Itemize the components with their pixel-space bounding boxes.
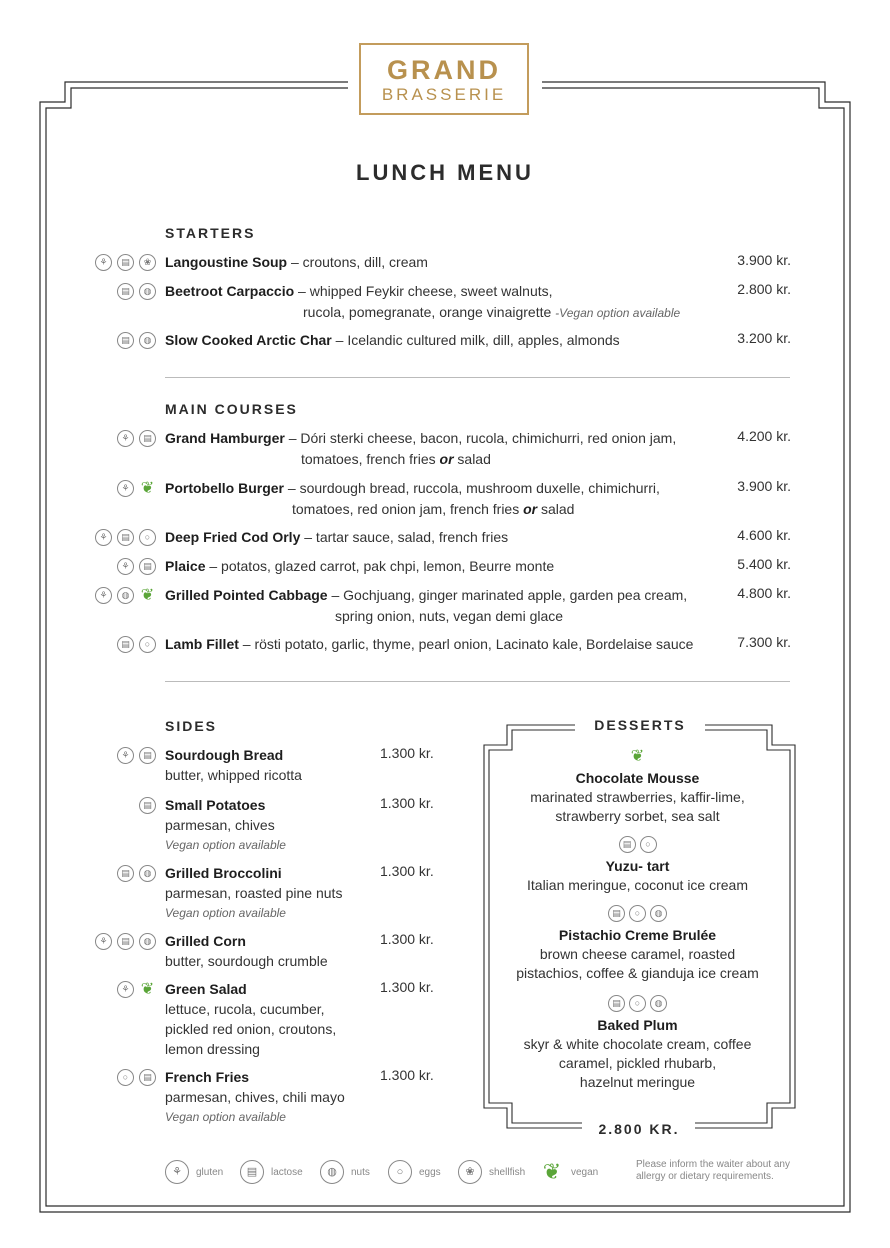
legend-entry — [388, 1160, 441, 1184]
vegan-icon: ❦ — [630, 747, 645, 765]
item-price: 1.300 kr. — [380, 745, 434, 761]
item-description: parmesan, chives — [165, 817, 275, 833]
item-name: Grilled Broccolini — [165, 865, 282, 881]
lactose-icon: ▤ — [139, 430, 156, 447]
item-price: 3.900 kr. — [737, 478, 791, 494]
item-price: 3.900 kr. — [737, 252, 791, 268]
lactose-icon: ▤ — [608, 905, 625, 922]
gluten-icon: ⚘ — [117, 981, 134, 998]
item-price: 4.800 kr. — [737, 585, 791, 601]
legend-entry — [540, 1160, 598, 1184]
item-name: Lamb Fillet — [165, 636, 239, 652]
dessert-item — [490, 905, 785, 983]
item-description-text: salad — [453, 451, 491, 467]
eggs-icon: ○ — [139, 529, 156, 546]
vegan-icon: ❦ — [140, 479, 155, 497]
item-price: 1.300 kr. — [380, 931, 434, 947]
item-price: 5.400 kr. — [737, 556, 791, 572]
nuts-icon: ◍ — [650, 995, 667, 1012]
item-description: lettuce, rucola, cucumber, — [165, 1001, 325, 1017]
item-description-text: salad — [537, 501, 575, 517]
item-name: Small Potatoes — [165, 797, 266, 813]
lactose-icon: ▤ — [139, 797, 156, 814]
shellfish-icon: ❀ — [458, 1160, 482, 1184]
item-name: French Fries — [165, 1069, 250, 1085]
item-description: – tartar sauce, salad, french fries — [300, 529, 509, 545]
lactose-icon: ▤ — [117, 865, 134, 882]
gluten-icon: ⚘ — [95, 587, 112, 604]
item-description: pistachios, coffee & gianduja ice cream — [516, 965, 759, 981]
eggs-icon: ○ — [388, 1160, 412, 1184]
lactose-icon: ▤ — [619, 836, 636, 853]
vegan-icon: ❦ — [542, 1159, 562, 1184]
vegan-icon: ❦ — [140, 586, 155, 604]
item-description: lemon dressing — [165, 1041, 260, 1057]
lactose-icon: ▤ — [240, 1160, 264, 1184]
item-description: – whipped Feykir cheese, sweet walnuts, — [294, 283, 553, 299]
item-name: Deep Fried Cod Orly — [165, 529, 301, 545]
item-price: 7.300 kr. — [737, 634, 791, 650]
lactose-icon: ▤ — [139, 558, 156, 575]
item-name: Portobello Burger — [165, 480, 285, 496]
item-price: 1.300 kr. — [380, 1067, 434, 1083]
item-description: brown cheese caramel, roasted — [539, 946, 736, 962]
gluten-icon: ⚘ — [117, 430, 134, 447]
eggs-icon: ○ — [629, 905, 646, 922]
item-description: – Gochjuang, ginger marinated apple, garden pea cream, — [327, 587, 688, 603]
item-name: Sourdough Bread — [165, 747, 284, 763]
allergen-icons — [490, 836, 785, 853]
nuts-icon: ◍ — [139, 933, 156, 950]
lactose-icon: ▤ — [117, 254, 134, 271]
legend-label: shellfish — [489, 1166, 526, 1178]
desserts-price: 2.800 KR. — [583, 1121, 695, 1137]
legend-entry — [320, 1160, 370, 1184]
eggs-icon: ○ — [629, 995, 646, 1012]
vegan-option-note: -Vegan option available — [555, 306, 681, 320]
legend-entry — [458, 1160, 525, 1184]
item-name: Beetroot Carpaccio — [165, 283, 295, 299]
gluten-icon: ⚘ — [117, 747, 134, 764]
item-description: parmesan, chives, chili mayo — [165, 1089, 345, 1105]
dessert-item — [490, 995, 785, 1092]
item-description: marinated strawberries, kaffir-lime, — [530, 789, 745, 805]
legend-label: nuts — [351, 1166, 370, 1178]
dessert-item — [490, 748, 785, 826]
allergen-icons — [490, 995, 785, 1012]
item-description: hazelnut meringue — [579, 1074, 696, 1090]
item-price: 1.300 kr. — [380, 795, 434, 811]
legend-label: lactose — [271, 1166, 303, 1178]
eggs-icon: ○ — [640, 836, 657, 853]
nuts-icon: ◍ — [650, 905, 667, 922]
item-description: parmesan, roasted pine nuts — [165, 885, 343, 901]
or-word: or — [439, 451, 454, 467]
item-description-text: tomatoes, red onion jam, french fries — [292, 501, 524, 517]
item-name: Chocolate Mousse — [575, 770, 700, 786]
legend-label: vegan — [571, 1166, 599, 1178]
item-description: – Dóri sterki cheese, bacon, rucola, chimichurri, red onion jam, — [284, 430, 677, 446]
lactose-icon: ▤ — [117, 283, 134, 300]
legend-entry — [165, 1160, 223, 1184]
item-description: – sourdough bread, ruccola, mushroom duxelle, chimichurri, — [284, 480, 660, 496]
item-price: 1.300 kr. — [380, 863, 434, 879]
item-description: butter, whipped ricotta — [165, 767, 302, 783]
gluten-icon: ⚘ — [165, 1160, 189, 1184]
item-price: 3.200 kr. — [737, 330, 791, 346]
item-description: pickled red onion, croutons, — [165, 1021, 337, 1037]
nuts-icon: ◍ — [139, 332, 156, 349]
item-description: skyr & white chocolate cream, coffee — [523, 1036, 752, 1052]
item-name: Grand Hamburger — [165, 430, 285, 446]
brand-name-line2: BRASSERIE — [381, 85, 507, 104]
section-heading-main-courses: MAIN COURSES — [165, 401, 298, 417]
item-description: – rösti potato, garlic, thyme, pearl onion, Lacinato kale, Bordelaise sauce — [238, 636, 694, 652]
vegan-option-note: Vegan option available — [165, 838, 286, 852]
item-description-text: spring onion, nuts, vegan demi glace — [335, 608, 564, 624]
vegan-icon: ❦ — [140, 980, 155, 998]
lactose-icon: ▤ — [139, 1069, 156, 1086]
item-description: Italian meringue, coconut ice cream — [527, 877, 748, 893]
legend-label: gluten — [196, 1166, 224, 1178]
item-description: – potatos, glazed carrot, pak chpi, lemon, Beurre monte — [205, 558, 555, 574]
item-name: Plaice — [165, 558, 206, 574]
gluten-icon: ⚘ — [117, 480, 134, 497]
nuts-icon: ◍ — [139, 283, 156, 300]
item-name: Yuzu- tart — [605, 858, 670, 874]
section-heading-sides: SIDES — [165, 718, 218, 734]
legend-label: eggs — [419, 1166, 441, 1178]
lactose-icon: ▤ — [139, 747, 156, 764]
allergen-icons — [490, 905, 785, 922]
item-price: 4.200 kr. — [737, 428, 791, 444]
item-name: Baked Plum — [597, 1017, 678, 1033]
vegan-option-note: Vegan option available — [165, 1110, 286, 1124]
eggs-icon: ○ — [139, 636, 156, 653]
nuts-icon: ◍ — [320, 1160, 344, 1184]
gluten-icon: ⚘ — [95, 529, 112, 546]
shellfish-icon: ❀ — [139, 254, 156, 271]
page-title: LUNCH MENU — [356, 160, 534, 185]
item-description: butter, sourdough crumble — [165, 953, 328, 969]
item-price: 2.800 kr. — [737, 281, 791, 297]
nuts-icon: ◍ — [139, 865, 156, 882]
legend-entry — [240, 1160, 303, 1184]
lactose-icon: ▤ — [117, 332, 134, 349]
item-name: Slow Cooked Arctic Char — [165, 332, 332, 348]
item-name: Green Salad — [165, 981, 247, 997]
lactose-icon: ▤ — [117, 529, 134, 546]
item-description: – Icelandic cultured milk, dill, apples, almonds — [331, 332, 620, 348]
lactose-icon: ▤ — [608, 995, 625, 1012]
allergen-icons — [490, 748, 785, 765]
item-price: 1.300 kr. — [380, 979, 434, 995]
eggs-icon: ○ — [117, 1069, 134, 1086]
item-name: Pistachio Creme Brulée — [558, 927, 717, 943]
item-description-text: tomatoes, french fries — [301, 451, 440, 467]
item-description: strawberry sorbet, sea salt — [555, 808, 720, 824]
lactose-icon: ▤ — [117, 636, 134, 653]
item-description: – croutons, dill, cream — [287, 254, 428, 270]
item-description-text: rucola, pomegranate, orange vinaigrette — [303, 304, 552, 320]
or-word: or — [523, 501, 538, 517]
item-name: Grilled Corn — [165, 933, 246, 949]
section-heading-desserts: DESSERTS — [576, 717, 704, 733]
item-name: Langoustine Soup — [165, 254, 288, 270]
vegan-option-note: Vegan option available — [165, 906, 286, 920]
gluten-icon: ⚘ — [117, 558, 134, 575]
dessert-item — [490, 836, 785, 895]
lactose-icon: ▤ — [117, 933, 134, 950]
item-name: Grilled Pointed Cabbage — [165, 587, 328, 603]
item-price: 4.600 kr. — [737, 527, 791, 543]
section-heading-starters: STARTERS — [165, 225, 256, 241]
gluten-icon: ⚘ — [95, 933, 112, 950]
gluten-icon: ⚘ — [95, 254, 112, 271]
brand-name-line1: GRAND — [387, 55, 501, 85]
allergy-footnote: Please inform the waiter about any allergy or dietary requirements. — [636, 1159, 790, 1182]
item-description: caramel, pickled rhubarb, — [558, 1055, 717, 1071]
nuts-icon: ◍ — [117, 587, 134, 604]
